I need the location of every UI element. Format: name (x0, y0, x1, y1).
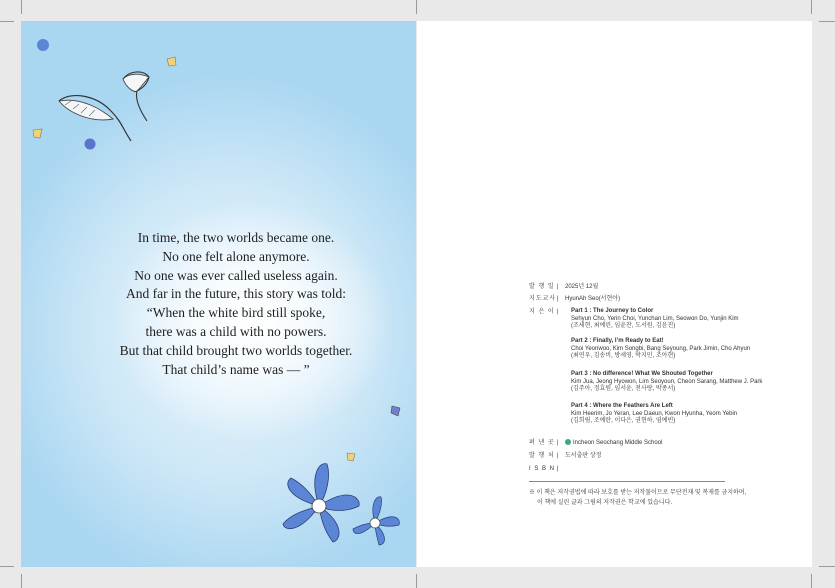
publish-date-row: 발 행 일 | 2025년 12월 (529, 284, 599, 290)
part-credit (571, 371, 762, 394)
advisor-row: 지도교사| HyunAh Seo(서현아) (529, 296, 621, 302)
authors-row: 지 은 이 | (529, 309, 559, 315)
crop-mark (21, 574, 22, 588)
isbn-row: I S B N | (529, 466, 559, 472)
isbn-label: I S B N (529, 466, 556, 472)
part-names-en: Kim Jua, Jeong Hyowon, Lim Seoyoun, Cheon Sarang, Matthew J. Park (571, 378, 763, 385)
flower-illustration (33, 35, 53, 55)
publisher-row: 발 행 처 | 도서출판 상정 (529, 453, 602, 459)
crop-mark (416, 0, 417, 14)
part-title: Part 2 : Finally, I’m Ready to Eat! (571, 338, 664, 344)
copyright-note: ※ 이 책은 저작권법에 따라 보호를 받는 저작물이므로 무단전재 및 복제를 금지하며, (529, 490, 747, 496)
publisher-label: 발 행 처 (529, 453, 555, 459)
editor-label: 펴 낸 곳 (529, 440, 555, 446)
feather-illustration (51, 61, 161, 151)
advisor-label: 지도교사 (529, 296, 557, 302)
part-names-en: Sehyun Cho, Yerin Choi, Yunchan Lim, Seowon Do, Yunjin Kim (571, 315, 739, 322)
poem-text (21, 229, 416, 379)
poem-line: In time, the two worlds became one. (137, 230, 335, 245)
copyright-notes (529, 488, 746, 508)
poem-line: there was a child with no powers. (145, 323, 327, 339)
part-credit (571, 338, 750, 361)
publisher: 도서출판 상정 (565, 453, 602, 459)
part-names-en: Kim Heerim, Jo Yeran, Lee Daeun, Kwon Hyunha, Yeom Yebin (571, 410, 738, 417)
part-names-ko: (조세현, 최예린, 임윤찬, 도서원, 김윤진) (571, 323, 676, 330)
crop-mark (416, 574, 417, 588)
crop-mark (811, 574, 812, 588)
publish-date: 2025년 12월 (565, 284, 599, 290)
flower-illustration (81, 135, 99, 153)
crop-mark (21, 0, 22, 14)
part-credit (571, 403, 737, 426)
editor-row: 펴 낸 곳 | Incheon Seochang Middle School (529, 440, 663, 446)
divider (529, 481, 725, 482)
left-page (21, 21, 416, 567)
part-names-ko: (김희림, 조예란, 이다은, 권현하, 염예빈) (571, 418, 676, 425)
part-title: Part 1 : The Journey to Color (571, 308, 654, 314)
copyright-note: 이 책에 실린 글과 그림의 저작권은 학교에 있습니다. (537, 500, 673, 506)
crop-mark (0, 566, 14, 567)
poem-line: But that child brought two worlds together. (119, 342, 353, 358)
crop-mark (819, 21, 835, 22)
petal-illustration (165, 55, 179, 69)
petal-illustration (389, 404, 403, 418)
part-names-en: Choi Yeonwoo, Kim Songbi, Bang Seyoung, Park Jimin, Cho Ahyun (571, 345, 751, 352)
publish-date-label: 발 행 일 (529, 284, 555, 290)
flower-illustration (271, 451, 401, 561)
editor: Incheon Seochang Middle School (573, 440, 663, 446)
globe-icon (565, 439, 571, 445)
right-page (417, 21, 812, 567)
poem-line: No one was ever called useless again. (134, 267, 338, 283)
poem-line: “When the white bird still spoke, (146, 305, 326, 321)
advisor: HyunAh Seo(서현아) (565, 296, 621, 302)
part-title: Part 3 : No difference! What We Shouted Together (571, 371, 713, 377)
poem-line: And far in the future, this story was told: (125, 286, 347, 302)
poem-line: No one felt alone anymore. (162, 248, 310, 264)
crop-mark (819, 566, 835, 567)
authors-label: 지 은 이 (529, 309, 555, 315)
part-credit (571, 308, 739, 331)
crop-mark (811, 0, 812, 14)
part-title: Part 4 : Where the Feathers Are Left (571, 403, 673, 409)
poem-line: That child’s name was — ” (162, 361, 310, 377)
crop-mark (0, 21, 14, 22)
part-names-ko: (김주아, 정효원, 임서윤, 천사랑, 박종서) (571, 386, 676, 393)
part-names-ko: (최연우, 김송비, 방세영, 박지민, 조아현) (571, 353, 676, 360)
petal-illustration (31, 127, 45, 141)
